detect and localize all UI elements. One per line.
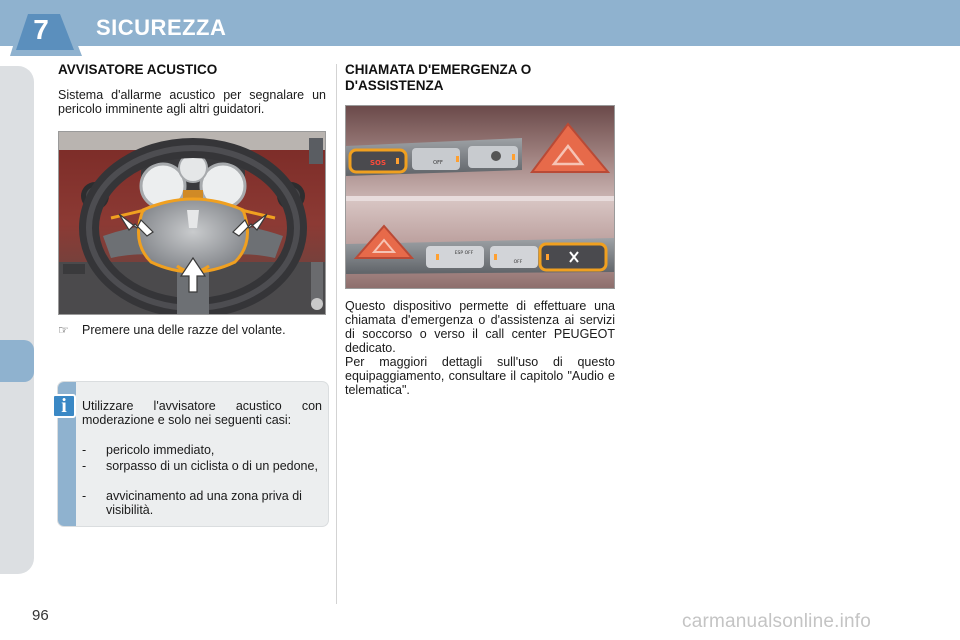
steering-wheel-photo xyxy=(58,131,326,315)
emergency-description-text: Questo dispositivo permette di effettuare una chiamata d'emergenza o d'assistenza ai servizi di soccorso o verso il call center PEUGEOT dedicato. xyxy=(345,299,615,355)
section-heading-horn: AVVISATORE ACUSTICO xyxy=(58,62,218,77)
chapter-title: SICUREZZA xyxy=(96,15,227,40)
list-dash: - xyxy=(82,443,87,457)
pointing-hand-icon: ☞ xyxy=(58,323,69,337)
list-dash: - xyxy=(82,459,87,473)
horn-intro-text: Sistema d'allarme acustico per segnalare un pericolo imminente agli altri guidatori. xyxy=(58,88,326,116)
page-number: 96 xyxy=(32,607,49,624)
info-item-text: pericolo immediato, xyxy=(106,443,215,457)
side-rail-chapter-marker[interactable] xyxy=(0,340,34,382)
emergency-buttons-photo xyxy=(345,105,615,289)
column-divider xyxy=(336,64,337,604)
list-dash: - xyxy=(82,489,87,503)
info-icon: i xyxy=(52,394,76,418)
off-label: OFF xyxy=(513,260,523,265)
info-item-text: sorpasso di un ciclista o di un pedone, xyxy=(106,459,318,473)
section-heading-emergency-line2: D'ASSISTENZA xyxy=(345,78,444,93)
off-label: OFF xyxy=(433,160,443,166)
side-rail xyxy=(0,66,34,574)
info-item-text: avvicinamento ad una zona priva di visibilità. xyxy=(106,489,302,517)
emergency-buttons-illustration xyxy=(346,106,615,289)
info-intro-text: Utilizzare l'avvisatore acustico con moderazione e solo nei seguenti casi: xyxy=(82,399,322,427)
section-heading-emergency-line1: CHIAMATA D'EMERGENZA O xyxy=(345,62,532,77)
steering-wheel-illustration xyxy=(59,132,326,315)
chapter-number: 7 xyxy=(33,14,49,45)
instruction-text: Premere una delle razze del volante. xyxy=(82,323,286,337)
watermark: carmanualsonline.info xyxy=(682,611,872,632)
emergency-reference-text: Per maggiori dettagli sull'uso di questo equipaggiamento, consultare il capitolo "Audio e telematica". xyxy=(345,355,615,397)
sos-label: SOS xyxy=(369,159,387,167)
esp-off-label: ESP OFF xyxy=(454,251,474,256)
